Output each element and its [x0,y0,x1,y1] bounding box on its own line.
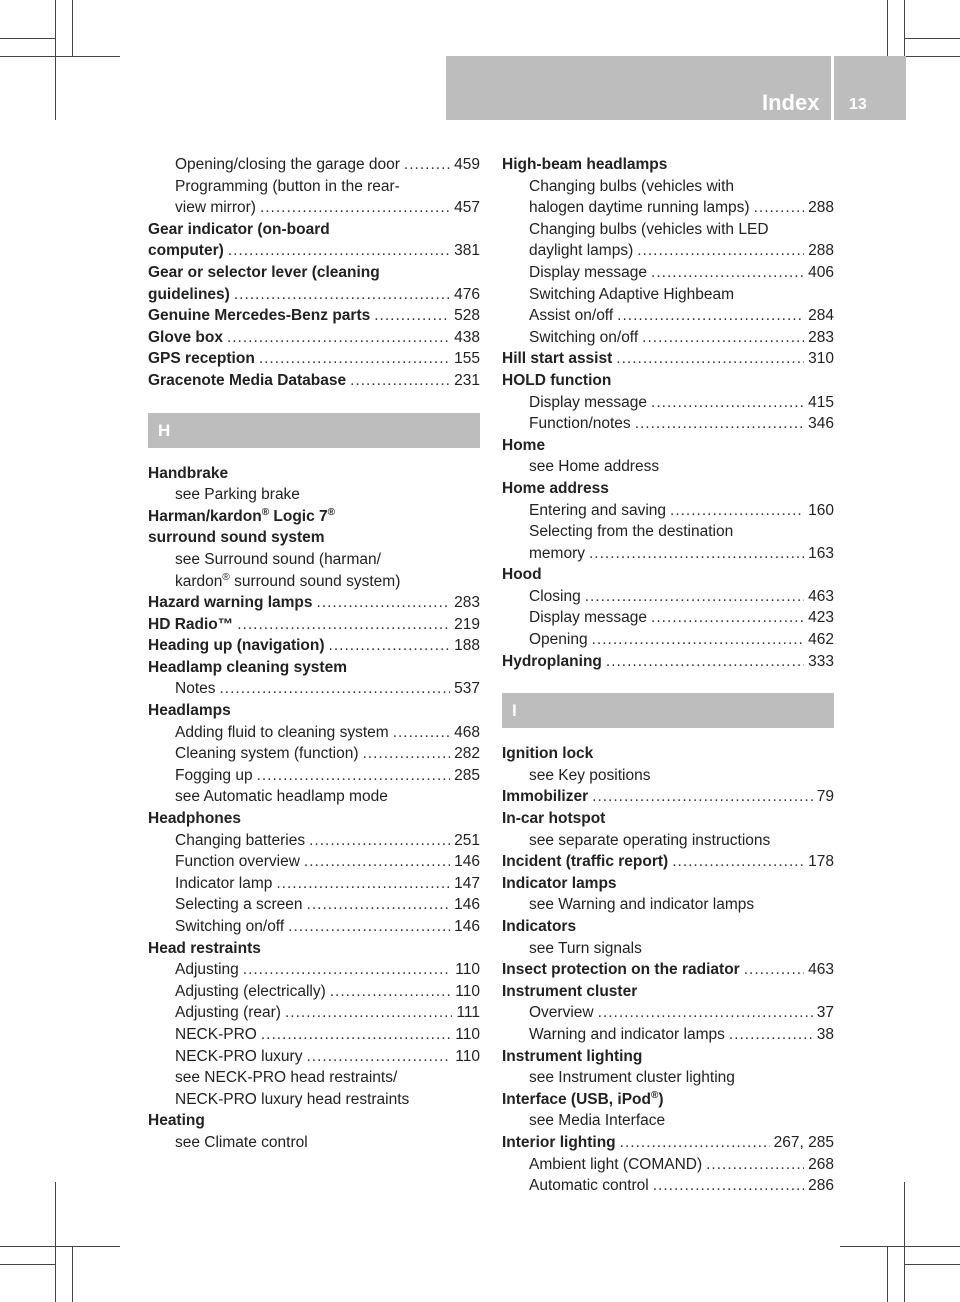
crop-mark [0,56,120,57]
entry-label: Entering and saving [529,501,667,519]
entry-label: see Warning and indicator lamps [529,896,755,914]
page-reference: 163 [808,544,834,562]
dot-leader [404,154,450,176]
index-entry [148,305,480,327]
index-subentry [502,521,834,543]
entry-label: see Key positions [529,766,651,784]
dot-leader [288,916,450,938]
entry-label: High-beam headlamps [502,156,668,173]
index-subentry [502,219,834,241]
index-entry [502,370,834,392]
index-entry [502,851,834,873]
index-entry [502,564,834,586]
index-subentry [148,549,480,571]
index-entry [502,435,834,457]
page-reference: 111 [456,1004,480,1022]
entry-label: kardon® surround sound system) [175,571,401,590]
dot-leader [744,959,804,981]
page-reference: 155 [454,350,480,368]
entry-label: Notes [175,680,216,698]
index-subentry [502,765,834,787]
page-reference: 178 [808,853,834,871]
page-reference: 110 [455,982,480,1000]
index-subentry [502,607,834,629]
index-entry [502,743,834,765]
entry-label: Gear indicator (on-board [148,220,330,238]
entry-label: surround sound system [148,529,325,547]
entry-label: see Turn signals [529,939,642,957]
dot-leader [585,586,804,608]
index-entry [148,592,480,614]
page-reference: 285 [454,766,480,784]
dot-leader [653,1175,804,1197]
entry-label: Home [502,436,546,454]
index-subentry [148,981,480,1003]
index-entry [148,938,480,960]
entry-label: daylight lamps) [529,242,634,260]
page-reference: 288 [808,242,834,260]
dot-leader [329,635,451,657]
page-reference: 110 [455,1025,480,1043]
index-entry [502,981,834,1003]
entry-label: Adding fluid to cleaning system [175,723,389,741]
dot-leader [306,1046,451,1068]
index-subentry [502,830,834,852]
index-entry [502,1132,834,1154]
index-subentry [148,154,480,176]
crop-mark [887,0,888,56]
entry-label: Overview [529,1004,594,1022]
dot-leader [637,240,804,262]
index-entry [502,916,834,938]
dot-leader [592,629,805,651]
entry-label: Heading up (navigation) [148,637,325,655]
page-number: 13 [849,96,867,113]
index-subentry [502,500,834,522]
entry-label: Switching on/off [175,918,285,935]
page-reference: 188 [454,637,480,655]
dot-leader [220,678,451,700]
dot-leader [317,592,451,614]
page-reference: 463 [808,961,834,979]
entry-label: Harman/kardon® Logic 7® [148,506,336,525]
page-reference: 381 [454,242,480,260]
page-reference: 423 [808,609,834,627]
page-reference: 537 [454,680,480,698]
entry-label: Warning and indicator lamps [529,1025,725,1043]
entry-label: Headlamps [148,702,231,720]
index-subentry [148,743,480,765]
index-subentry [502,327,834,349]
dot-leader [227,327,450,349]
index-entry [502,959,834,981]
dot-leader [635,413,804,435]
entry-label: Ignition lock [502,745,594,763]
index-subentry [148,786,480,808]
entry-label: Cleaning system (function) [175,745,359,763]
entry-label: Hazard warning lamps [148,594,313,612]
entry-label: Programming (button in the rear- [175,177,400,195]
entry-label: Switching on/off [529,328,639,346]
crop-mark [55,1182,56,1302]
index-subentry [148,1089,480,1111]
dot-leader [642,327,804,349]
index-entry [148,370,480,392]
dot-leader [706,1154,804,1176]
crop-mark [0,38,56,39]
section-letter-bar: H [148,413,480,448]
index-entry [502,478,834,500]
entry-label: Home address [502,479,609,497]
page-reference: 146 [454,896,480,914]
dot-leader [651,392,804,414]
entry-label: Heating [148,1112,205,1130]
entry-label: Immobilizer [502,788,589,806]
page-reference: 268 [808,1155,834,1173]
page-reference: 37 [816,1004,834,1022]
index-entry [502,786,834,808]
page-reference: 146 [454,918,480,935]
dot-leader [237,614,450,636]
crop-mark [0,1264,56,1265]
page-reference: 457 [454,199,480,217]
index-subentry [502,586,834,608]
entry-label: see Surround sound (harman/ [175,550,381,568]
entry-label: Hill start assist [502,350,613,368]
index-entry [502,154,834,176]
index-subentry [148,176,480,198]
entry-label: guidelines) [148,285,230,303]
index-entry [502,1046,834,1068]
entry-label: Headphones [148,810,242,828]
entry-label: Head restraints [148,939,261,957]
dot-leader [330,981,452,1003]
dot-leader [393,722,450,744]
page-reference: 333 [808,652,834,670]
index-subentry [148,197,480,219]
index-entry [148,808,480,830]
entry-label: Interior lighting [502,1133,616,1151]
index-entry [502,651,834,673]
index-subentry [502,305,834,327]
entry-label: Hood [502,566,542,584]
index-entry [148,240,480,262]
dot-leader [592,786,813,808]
dot-leader [259,348,450,370]
index-entry [502,1089,834,1111]
entry-label: memory [529,544,585,562]
index-subentry [148,959,480,981]
dot-leader [228,240,450,262]
dot-leader [598,1002,813,1024]
page-reference: 267, 285 [773,1133,834,1151]
page-reference: 286 [808,1177,834,1195]
page-title: Index [762,90,820,115]
crop-mark [0,1246,120,1247]
dot-leader [363,743,451,765]
index-subentry [502,262,834,284]
entry-label: view mirror) [175,199,256,217]
index-entry [148,657,480,679]
entry-label: HD Radio™ [148,615,234,633]
crop-mark [904,38,960,39]
index-subentry [502,938,834,960]
index-entry [502,873,834,895]
index-subentry [502,240,834,262]
index-entry [148,1110,480,1132]
dot-leader [234,284,450,306]
entry-label: Gracenote Media Database [148,371,347,389]
index-subentry [502,1002,834,1024]
entry-label: halogen daytime running lamps) [529,199,750,217]
index-entry [148,463,480,485]
entry-label: Ambient light (COMAND) [529,1155,703,1173]
entry-label: GPS reception [148,350,255,368]
page-reference: 346 [808,415,834,433]
index-subentry [502,1154,834,1176]
index-subentry [502,1175,834,1197]
index-subentry [148,765,480,787]
entry-label: Function overview [175,853,300,871]
dot-leader [672,851,804,873]
entry-label: see Parking brake [175,486,300,504]
entry-label: computer) [148,242,224,260]
dot-leader [350,370,450,392]
dot-leader [729,1024,813,1046]
entry-label: Fogging up [175,766,253,784]
dot-leader [309,830,450,852]
page-reference: 476 [454,285,480,303]
index-subentry [148,484,480,506]
header-separator [831,56,834,120]
entry-label: NECK-PRO [175,1025,257,1043]
page-reference: 110 [455,1047,480,1065]
dot-leader [276,873,450,895]
index-subentry [148,571,480,593]
page-reference: 459 [454,156,480,173]
dot-leader [243,959,452,981]
index-subentry [502,1110,834,1132]
crop-mark [904,1182,905,1302]
index-subentry [148,1002,480,1024]
index-entry [148,527,480,549]
index-subentry [148,678,480,700]
entry-label: Closing [529,587,581,605]
index-column-right [502,154,834,1197]
entry-label: Changing bulbs (vehicles with LED [529,220,769,238]
entry-label: Indicators [502,918,577,935]
page-reference: 468 [454,723,480,741]
entry-label: Opening [529,631,588,649]
index-subentry [148,722,480,744]
page-reference: 110 [455,961,480,979]
page-reference: 231 [454,371,480,389]
index-subentry [502,1024,834,1046]
dot-leader [260,197,450,219]
entry-label: Selecting from the destination [529,523,734,541]
entry-label: Switching Adaptive Highbeam [529,285,735,303]
entry-label: Gear or selector lever (cleaning [148,263,380,281]
index-subentry [502,392,834,414]
index-entry [148,219,480,241]
index-subentry [148,830,480,852]
entry-label: see Climate control [175,1133,308,1151]
page-reference: 463 [808,587,834,605]
index-subentry [148,1046,480,1068]
entry-label: see NECK-PRO head restraints/ [175,1069,398,1087]
dot-leader [651,262,804,284]
entry-label: Changing batteries [175,831,306,849]
dot-leader [374,305,450,327]
entry-label: Changing bulbs (vehicles with [529,177,735,195]
entry-label: NECK-PRO luxury head restraints [175,1090,410,1108]
dot-leader [257,765,451,787]
page-reference: 284 [808,307,834,325]
entry-label: see Media Interface [529,1112,666,1130]
index-subentry [148,916,480,938]
page-reference: 462 [808,631,834,649]
index-entry [148,327,480,349]
page-reference: 288 [808,199,834,217]
entry-label: NECK-PRO luxury [175,1047,303,1065]
entry-label: Instrument lighting [502,1047,643,1065]
page-reference: 415 [808,393,834,411]
page-reference: 282 [454,745,480,763]
entry-label: Selecting a screen [175,896,303,914]
index-subentry [502,413,834,435]
dot-leader [589,543,804,565]
dot-leader [606,651,804,673]
entry-label: Adjusting (rear) [175,1004,281,1022]
crop-mark [72,0,73,56]
entry-label: HOLD function [502,371,612,389]
page-reference: 219 [454,615,480,633]
index-subentry [502,456,834,478]
index-subentry [502,629,834,651]
dot-leader [304,851,450,873]
index-subentry [502,894,834,916]
entry-label: Adjusting [175,961,239,979]
index-subentry [502,197,834,219]
entry-label: Opening/closing the garage door [175,156,400,173]
crop-mark [55,0,56,120]
page-reference: 528 [454,307,480,325]
entry-label: Headlamp cleaning system [148,658,347,676]
entry-label: Handbrake [148,464,229,482]
index-entry [148,700,480,722]
crop-mark [72,1246,73,1302]
entry-label: Instrument cluster [502,982,638,1000]
entry-label: Hydroplaning [502,652,602,670]
page-reference: 406 [808,263,834,281]
page-reference: 146 [454,853,480,871]
entry-label: see Home address [529,458,660,476]
page-reference: 79 [816,788,834,806]
header-band [446,56,906,120]
index-entry [502,808,834,830]
dot-leader [307,894,451,916]
index-subentry [148,1067,480,1089]
entry-label: Interface (USB, iPod®) [502,1089,664,1108]
section-letter-bar: I [502,693,834,728]
index-subentry [148,1132,480,1154]
entry-label: Glove box [148,328,223,346]
page-reference: 251 [454,831,480,849]
entry-label: see separate operating instructions [529,831,771,849]
index-column-left [148,154,480,1154]
dot-leader [616,348,804,370]
entry-label: Display message [529,263,648,281]
dot-leader [617,305,804,327]
entry-label: Insect protection on the radiator [502,961,740,979]
entry-label: Display message [529,609,648,627]
page-reference: 310 [808,350,834,368]
index-entry [148,506,480,528]
page-reference: 160 [808,501,834,519]
index-entry [148,614,480,636]
dot-leader [670,500,804,522]
entry-label: Indicator lamp [175,874,273,892]
dot-leader [651,607,804,629]
page-reference: 283 [808,328,834,346]
index-entry [148,262,480,284]
page-reference: 38 [816,1025,834,1043]
entry-label: Incident (traffic report) [502,853,669,871]
page-reference: 438 [454,328,480,346]
entry-label: Assist on/off [529,307,614,325]
entry-label: Indicator lamps [502,874,617,892]
entry-label: Function/notes [529,415,631,433]
dot-leader [754,197,805,219]
dot-leader [285,1002,452,1024]
entry-label: Display message [529,393,648,411]
dot-leader [261,1024,451,1046]
index-entry [502,348,834,370]
crop-mark [887,1246,888,1302]
index-subentry [502,176,834,198]
entry-label: see Instrument cluster lighting [529,1069,735,1087]
entry-label: In-car hotspot [502,810,606,828]
index-subentry [502,1067,834,1089]
index-subentry [502,284,834,306]
index-subentry [502,543,834,565]
index-subentry [148,851,480,873]
entry-label: Adjusting (electrically) [175,982,326,1000]
index-entry [148,635,480,657]
dot-leader [620,1132,770,1154]
index-subentry [148,873,480,895]
index-entry [148,348,480,370]
index-subentry [148,894,480,916]
page-reference: 147 [454,874,480,892]
crop-mark [904,1264,960,1265]
page-reference: 283 [454,594,480,612]
entry-label: Automatic control [529,1177,649,1195]
crop-mark [840,1246,960,1247]
index-subentry [148,1024,480,1046]
entry-label: see Automatic headlamp mode [175,788,388,806]
entry-label: Genuine Mercedes-Benz parts [148,307,371,325]
index-entry [148,284,480,306]
